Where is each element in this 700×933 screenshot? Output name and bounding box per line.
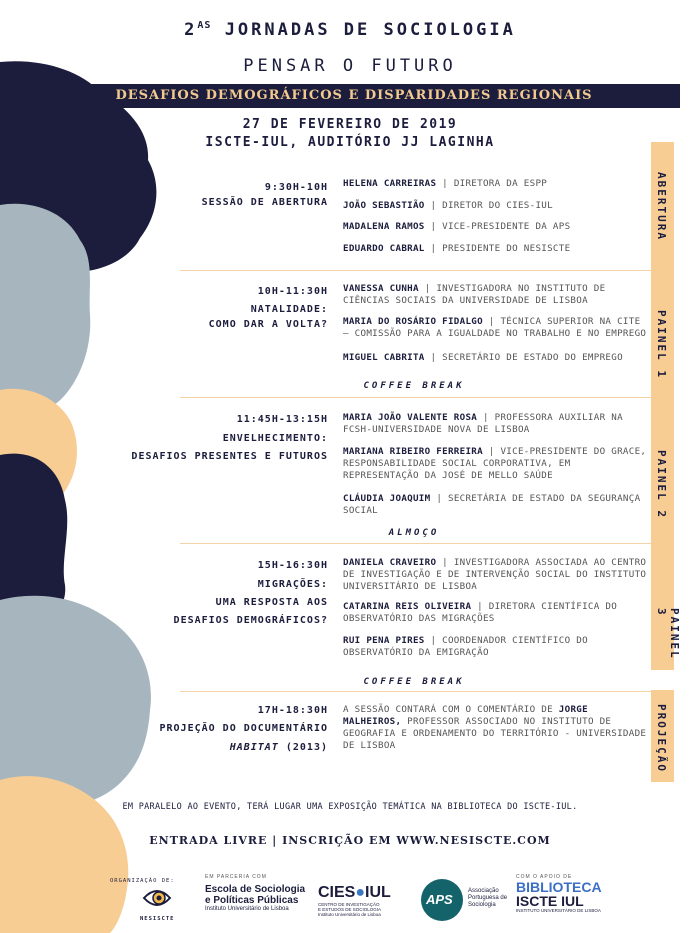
library-line3: INSTITUTO UNIVERSITÁRIO DE LISBOA <box>516 908 601 913</box>
espp-line3: Instituto Universitário de Lisboa <box>205 906 289 912</box>
speaker-name: JOÃO SEBASTIÃO <box>343 200 425 211</box>
break-label: ALMOÇO <box>388 528 440 538</box>
decorative-blobs <box>0 0 180 933</box>
sidebar-label: ABERTURA <box>655 172 668 241</box>
sidebar-abertura <box>651 142 674 270</box>
aps-line1: Associação <box>468 888 499 894</box>
speaker: EDUARDO CABRAL | PRESIDENTE DO NESISCTE <box>343 243 571 254</box>
divider <box>180 397 651 398</box>
speaker-role: PROFESSORA AUXILIAR NA FCSH-UNIVERSIDADE NOVA DE LISBOA <box>343 412 623 435</box>
film-year: (2013) <box>285 742 328 753</box>
nesiscte-wordmark: NESISCTE <box>140 916 175 922</box>
title-superscript: AS <box>197 20 212 31</box>
event-title <box>0 20 700 40</box>
speaker-role: INVESTIGADORA ASSOCIADA AO CENTRO DE INVESTIGAÇÃO E DE INTERVENÇÃO SOCIAL DO INSTITUTO UNIVERSITÁRIO DE LISBOA <box>343 557 647 592</box>
speaker-role: DIRETOR DO CIES-IUL <box>442 200 553 211</box>
speaker-role: SECRETÁRIA DE ESTADO DA SEGURANÇA SOCIAL <box>343 493 641 516</box>
speaker-role: COORDENADOR CIENTÍFICO DO OBSERVATÓRIO DA EMIGRAÇÃO <box>343 635 588 658</box>
speaker-name: VANESSA CUNHA <box>343 283 419 294</box>
sidebar-painel1 <box>651 270 681 670</box>
event-venue: ISCTE-IUL, AUDITÓRIO JJ LAGINHA <box>205 135 495 150</box>
session-time: 10H-11:30H <box>257 286 328 297</box>
speaker: CATARINA REIS OLIVEIRA | DIRETORA CIENTÍFICA DO OBSERVATÓRIO DAS MIGRAÇÕES <box>343 601 618 624</box>
divider <box>180 691 651 692</box>
cies-sub3: Instituto Universitário de Lisboa <box>318 912 381 917</box>
aps-wordmark: APS <box>426 892 453 907</box>
espp-logo <box>205 874 315 924</box>
speaker: DANIELA CRAVEIRO | INVESTIGADORA ASSOCIADA AO CENTRO DE INVESTIGAÇÃO E DE INTERVENÇÃO SOCIAL DO INSTITUTO UNIVERSITÁRIO DE LISBOA <box>343 557 647 592</box>
speaker: JOÃO SEBASTIÃO | DIRETOR DO CIES-IUL <box>343 200 553 211</box>
speaker: HELENA CARREIRAS | DIRETORA DA ESPP <box>343 178 548 189</box>
speaker-name: CLÁUDIA JOAQUIM <box>343 493 431 504</box>
registration-line: ENTRADA LIVRE | INSCRIÇÃO EM WWW.NESISCTE.COM <box>149 834 551 847</box>
speaker-role: SECRETÁRIO DE ESTADO DO EMPREGO <box>442 352 623 363</box>
library-line1: BIBLIOTECA <box>516 879 602 895</box>
cies-iul-wordmark: IUL <box>365 884 391 901</box>
film-title: HABITAT <box>229 742 279 753</box>
session-title: ENVELHECIMENTO: <box>222 433 328 444</box>
speaker: MARIA JOÃO VALENTE ROSA | PROFESSORA AUXILIAR NA FCSH-UNIVERSIDADE NOVA DE LISBOA <box>343 412 623 435</box>
title-text: JORNADAS DE SOCIOLOGIA <box>224 20 516 40</box>
cies-wordmark: CIES <box>318 884 356 901</box>
description-intro: A SESSÃO CONTARÁ COM O COMENTÁRIO DE <box>343 704 553 715</box>
session-title: PROJEÇÃO DO DOCUMENTÁRIO <box>159 723 328 734</box>
speaker-role: DIRETORA DA ESPP <box>453 178 548 189</box>
speaker-name: MADALENA RAMOS <box>343 221 425 232</box>
theme-banner: DESAFIOS DEMOGRÁFICOS E DISPARIDADES REGIONAIS <box>28 84 680 108</box>
speaker: MARIA DO ROSÁRIO FIDALGO | TÉCNICA SUPERIOR NA CITE – COMISSÃO PARA A IGUALDADE NO TRABALHO E NO EMPREGO <box>343 316 647 339</box>
speaker-name: EDUARDO CABRAL <box>343 243 425 254</box>
espp-line1: Escola de Sociologia <box>205 884 306 895</box>
session-title: MIGRAÇÕES: <box>257 579 328 590</box>
library-line2b: IUL <box>561 893 584 909</box>
session-title: SESSÃO DE ABERTURA <box>201 197 328 208</box>
speaker-name: MARIA JOÃO VALENTE ROSA <box>343 412 478 423</box>
support-label: COM O APOIO DE <box>516 874 573 880</box>
projection-description <box>343 704 648 752</box>
partner-label: EM PARCERIA COM <box>205 874 267 880</box>
break-label: COFFEE BREAK <box>363 381 465 391</box>
grey-blob-top <box>0 204 90 419</box>
speaker-role: PRESIDENTE DO NESISCTE <box>442 243 571 254</box>
speaker-role: INVESTIGADORA NO INSTITUTO DE CIÊNCIAS SOCIAIS DA UNIVERSIDADE DE LISBOA <box>343 283 606 306</box>
peach-blob-bottom <box>0 776 128 933</box>
break-label: COFFEE BREAK <box>363 677 465 687</box>
sidebar-label: PROJEÇÃO <box>655 704 668 773</box>
speaker: RUI PENA PIRES | COORDENADOR CIENTÍFICO DO OBSERVATÓRIO DA EMIGRAÇÃO <box>343 635 588 658</box>
divider <box>180 543 651 544</box>
cies-sub1: CENTRO DE INVESTIGAÇÃO <box>318 902 380 907</box>
speaker-role: VICE-PRESIDENTE DO GRACE, RESPONSABILIDADE SOCIAL CORPORATIVA, EM REPRESENTAÇÃO DA JOSÉ DE MELLO SAÚDE <box>343 446 647 481</box>
session-time: 9:30H-10H <box>264 182 328 193</box>
espp-line2: e Políticas Públicas <box>205 895 299 906</box>
commentator-name: JORGE MALHEIROS, <box>343 704 588 727</box>
organizer-logo <box>110 876 180 926</box>
cies-sub2: E ESTUDOS DE SOCIOLOGIA <box>318 907 382 912</box>
aps-line2: Portuguesa de <box>468 895 508 901</box>
sidebar-label: PAINEL 2 <box>655 450 668 519</box>
commentator-role: PROFESSOR ASSOCIADO NO INSTITUTO DE GEOGRAFIA E ORDENAMENTO DO TERRITÓRIO - UNIVERSIDADE DE LISBOA <box>343 716 647 751</box>
cies-logo: CIES●IUL CENTRO DE INVESTIGAÇÃO E ESTUDOS DE SOCIOLOGIA Instituto Universitário de Lisboa <box>318 884 418 924</box>
speaker-name: DANIELA CRAVEIRO <box>343 557 437 568</box>
event-subtitle: PENSAR O FUTURO <box>243 56 457 76</box>
session-time: 11:45H-13:15H <box>236 414 328 425</box>
session-title: UMA RESPOSTA AOS <box>215 597 328 608</box>
sidebar-projecao <box>651 690 674 782</box>
speaker: MADALENA RAMOS | VICE-PRESIDENTE DA APS <box>343 221 571 232</box>
speaker: VANESSA CUNHA | INVESTIGADORA NO INSTITUTO DE CIÊNCIAS SOCIAIS DA UNIVERSIDADE DE LISBOA <box>343 283 606 306</box>
session-time: 15H-16:30H <box>257 560 328 571</box>
sidebar-label: PAINEL 1 <box>655 310 668 379</box>
speaker: MIGUEL CABRITA | SECRETÁRIO DE ESTADO DO EMPREGO <box>343 352 623 363</box>
library-logo <box>516 874 616 926</box>
session-time: 17H-18:30H <box>257 705 328 716</box>
session-title: DESAFIOS DEMOGRÁFICOS? <box>173 615 328 626</box>
divider <box>180 270 651 271</box>
session-title <box>230 740 328 755</box>
speaker-name: RUI PENA PIRES <box>343 635 425 646</box>
eye-icon <box>142 884 172 912</box>
title-number: 2 <box>184 20 198 40</box>
event-date: 27 DE FEVEREIRO DE 2019 <box>242 117 458 132</box>
speaker-role: DIRETORA CIENTÍFICA DO OBSERVATÓRIO DAS MIGRAÇÕES <box>343 601 618 624</box>
speaker-name: CATARINA REIS OLIVEIRA <box>343 601 472 612</box>
session-title: NATALIDADE: <box>250 304 328 315</box>
organizer-label: ORGANIZAÇÃO DE: <box>110 878 175 884</box>
speaker-role: TÉCNICA SUPERIOR NA CITE – COMISSÃO PARA A IGUALDADE NO TRABALHO E NO EMPREGO <box>343 316 647 339</box>
aps-logo <box>420 878 510 924</box>
speaker-name: MIGUEL CABRITA <box>343 352 425 363</box>
library-line2: ISCTE <box>516 893 558 909</box>
speaker-name: HELENA CARREIRAS <box>343 178 437 189</box>
aps-line3: Sociologia <box>468 902 496 908</box>
speaker-name: MARIANA RIBEIRO FERREIRA <box>343 446 483 457</box>
speaker: CLÁUDIA JOAQUIM | SECRETÁRIA DE ESTADO DA SEGURANÇA SOCIAL <box>343 493 641 516</box>
speaker: MARIANA RIBEIRO FERREIRA | VICE-PRESIDENTE DO GRACE, RESPONSABILIDADE SOCIAL CORPORATIVA, EM REPRESENTAÇÃO DA JOSÉ DE MELLO SAÚDE <box>343 446 647 481</box>
session-title: DESAFIOS PRESENTES E FUTUROS <box>131 451 328 462</box>
speaker-role: VICE-PRESIDENTE DA APS <box>442 221 571 232</box>
session-title: COMO DAR A VOLTA? <box>208 319 328 330</box>
sidebar-label: PAINEL 3 <box>655 608 681 660</box>
speaker-name: MARIA DO ROSÁRIO FIDALGO <box>343 316 483 327</box>
exhibition-note: EM PARALELO AO EVENTO, TERÁ LUGAR UMA EXPOSIÇÃO TEMÁTICA NA BIBLIOTECA DO ISCTE-IUL. <box>122 802 578 812</box>
